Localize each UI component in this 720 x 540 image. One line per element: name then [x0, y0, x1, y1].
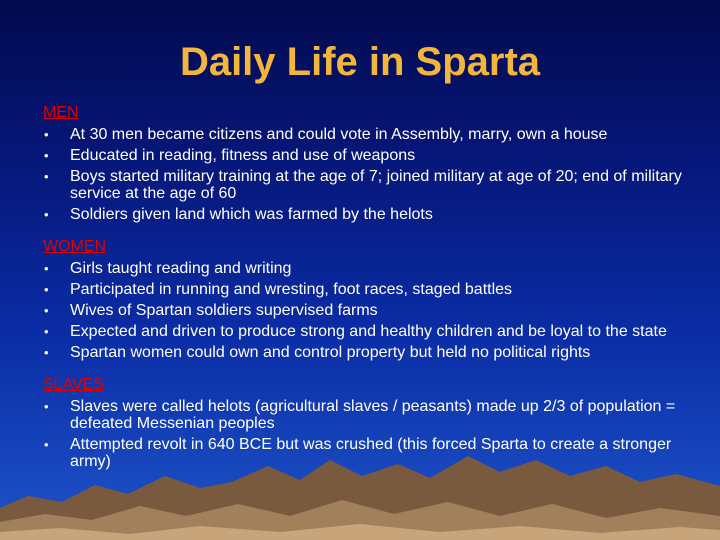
bullet-icon: •: [44, 207, 49, 222]
slide-content: [43, 104, 708, 485]
list-item-text: Expected and driven to produce strong and healthy children and be loyal to the state: [70, 323, 667, 340]
section-heading: SLAVES: [43, 376, 105, 393]
bullet-icon: •: [44, 399, 49, 414]
bullet-icon: •: [44, 282, 49, 297]
list-item-text: Boys started military training at the age of 7; joined military at age of 20; end of military service at the age of 60: [70, 168, 682, 202]
list-item: [43, 147, 708, 164]
list-item-text: Attempted revolt in 640 BCE but was crushed (this forced Sparta to create a stronger army): [70, 436, 672, 470]
list-item: [43, 323, 708, 340]
bullet-icon: •: [44, 261, 49, 276]
list-item: [43, 260, 708, 277]
bullet-icon: •: [44, 324, 49, 339]
list-item: [43, 281, 708, 298]
bullet-list: [43, 398, 708, 470]
list-item: [43, 436, 708, 470]
list-item-text: Participated in running and wresting, foot races, staged battles: [70, 281, 513, 298]
list-item-text: Spartan women could own and control property but held no political rights: [70, 344, 591, 361]
bullet-icon: •: [44, 169, 49, 184]
list-item: [43, 344, 708, 361]
bullet-icon: •: [44, 127, 49, 142]
bullet-icon: •: [44, 345, 49, 360]
list-item: [43, 168, 708, 202]
list-item-text: Girls taught reading and writing: [70, 260, 292, 277]
list-item: [43, 398, 708, 432]
list-item-text: Soldiers given land which was farmed by the helots: [70, 206, 433, 223]
section-heading: MEN: [43, 104, 79, 121]
list-item: [43, 206, 708, 223]
list-item-text: Educated in reading, fitness and use of weapons: [70, 147, 416, 164]
bullet-icon: •: [44, 148, 49, 163]
list-item-text: Slaves were called helots (agricultural slaves / peasants) made up 2/3 of population = defeated Messenian peoples: [70, 398, 676, 432]
section-men: [43, 104, 708, 223]
list-item: [43, 126, 708, 143]
bullet-list: [43, 260, 708, 361]
list-item: [43, 302, 708, 319]
bullet-icon: •: [44, 303, 49, 318]
bullet-list: [43, 126, 708, 223]
section-heading: WOMEN: [43, 238, 107, 255]
slide-title: Daily Life in Sparta: [179, 40, 541, 84]
list-item-text: At 30 men became citizens and could vote in Assembly, marry, own a house: [70, 126, 608, 143]
section-women: [43, 238, 708, 361]
section-slaves: [43, 376, 708, 470]
bullet-icon: •: [44, 437, 49, 452]
list-item-text: Wives of Spartan soldiers supervised farms: [70, 302, 378, 319]
